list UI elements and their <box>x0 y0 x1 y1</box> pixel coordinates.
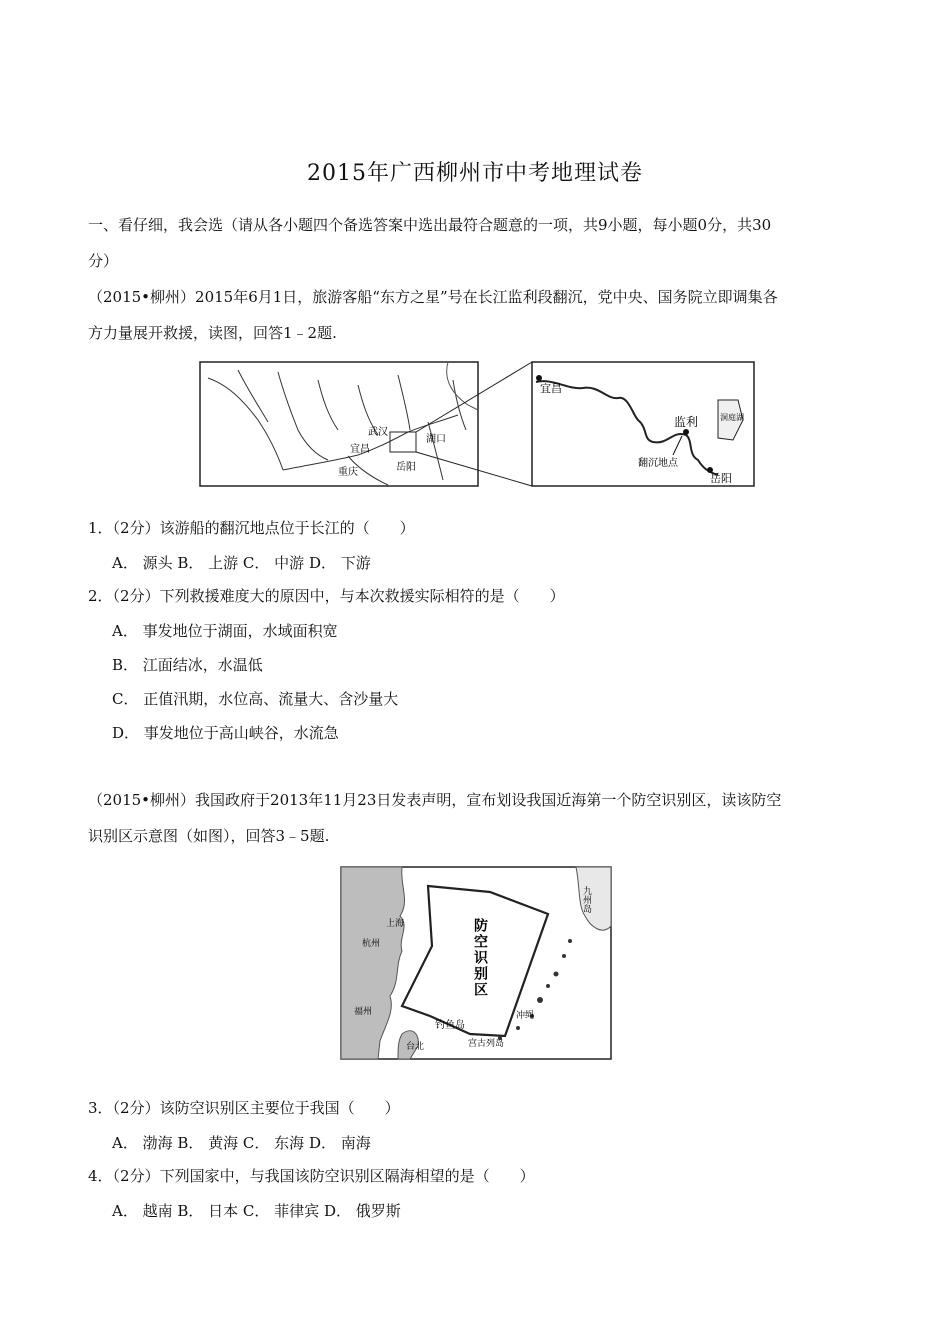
passage2-line1: （2015•柳州）我国政府于2013年11月23日发表声明，宣布划设我国近海第一个防空识别区，读该防空 <box>88 791 782 809</box>
label-taibei: 台北 <box>406 1042 425 1052</box>
section-heading-line1: 一、看仔细，我会选（请从各小题四个备选答案中选出最符合题意的一项，共9小题，每小题0分，共30 <box>88 216 772 234</box>
question-2-option-b: B． 江面结冰，水温低 <box>112 656 263 674</box>
section-heading-line2: 分） <box>88 252 119 270</box>
question-1-options: A． 源头 B． 上游 C． 中游 D． 下游 <box>112 554 371 572</box>
page-title: 2015年广西柳州市中考地理试卷 <box>307 161 643 186</box>
label-chongqing: 重庆 <box>338 467 358 478</box>
label-fuzhou: 福州 <box>354 1007 373 1017</box>
label-yichang-detail: 宜昌 <box>540 382 562 395</box>
question-2-option-a: A． 事发地位于湖面，水域面积宽 <box>112 622 338 640</box>
label-miyako: 宫古列岛 <box>468 1039 505 1049</box>
yangtze-map-figure <box>198 360 758 490</box>
passage1-line2: 方力量展开救援，读图，回答1﹣2题. <box>88 324 337 342</box>
label-yueyang: 岳阳 <box>396 462 416 473</box>
label-shanghai: 上海 <box>386 919 405 929</box>
label-dongting: 洞庭湖 <box>720 413 744 422</box>
adiz-map-figure <box>340 866 612 1060</box>
label-yichang: 宜昌 <box>350 444 370 455</box>
passage1-line1: （2015•柳州）2015年6月1日，旅游客船“东方之星”号在长江监利段翻沉，党中央、国务院立即调集各 <box>88 288 778 306</box>
label-adiz: 防空识别区 <box>472 918 488 998</box>
passage2-line2: 识别区示意图（如图），回答3﹣5题. <box>88 827 330 845</box>
question-1-stem: 1．（2分）该游船的翻沉地点位于长江的（ ） <box>88 519 415 537</box>
label-diaoyudao: 钓鱼岛 <box>435 1020 465 1031</box>
label-wuhan: 武汉 <box>368 427 388 438</box>
label-hukou: 湖口 <box>426 434 446 445</box>
question-3-options: A． 渤海 B． 黄海 C． 东海 D． 南海 <box>112 1134 371 1152</box>
question-2-stem: 2．（2分）下列救援难度大的原因中，与本次救援实际相符的是（ ） <box>88 587 565 605</box>
label-okinawa: 冲绳 <box>516 1011 535 1021</box>
label-yueyang-detail: 岳阳 <box>710 472 732 485</box>
label-kyushu: 九州岛 <box>581 886 591 913</box>
label-jianli: 监利 <box>674 415 699 429</box>
question-3-stem: 3．（2分）该防空识别区主要位于我国（ ） <box>88 1099 400 1117</box>
question-2-option-d: D． 事发地位于高山峡谷，水流急 <box>112 724 339 742</box>
label-hangzhou: 杭州 <box>362 939 381 949</box>
label-fanchen: 翻沉地点 <box>638 458 678 469</box>
question-4-options: A． 越南 B． 日本 C． 菲律宾 D． 俄罗斯 <box>112 1202 401 1220</box>
question-2-option-c: C． 正值汛期，水位高、流量大、含沙量大 <box>112 690 399 708</box>
question-4-stem: 4．（2分）下列国家中，与我国该防空识别区隔海相望的是（ ） <box>88 1167 535 1185</box>
